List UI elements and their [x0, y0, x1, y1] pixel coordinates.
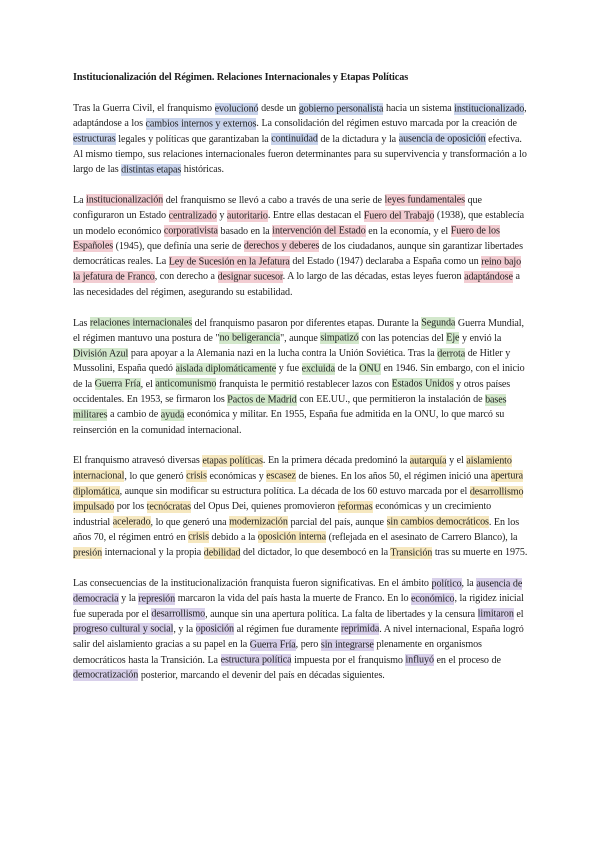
text-run: Tras la Guerra Civil, el franquismo [73, 103, 215, 114]
highlighted-term: ausencia de democracia [73, 578, 523, 605]
text-run: de Hitler y Mussolini, España quedó [73, 348, 511, 375]
highlighted-term: sin cambios democráticos [386, 516, 489, 528]
highlighted-term: aislamiento internacional [73, 455, 512, 482]
text-run: . En los años 70, el régimen entró en [73, 516, 520, 543]
text-run: basado en la [217, 225, 273, 237]
highlighted-term: continuidad [271, 133, 318, 145]
text-run: que configuraron un Estado [73, 194, 482, 222]
highlighted-term: centralizado [168, 210, 217, 222]
highlighted-term: oposición [195, 623, 234, 635]
paragraph-consequences [73, 576, 528, 683]
text-run: (reflejada en el asesinato de Carrero Blanco), la [326, 531, 518, 543]
highlighted-term: apertura diplomática [73, 470, 523, 498]
highlighted-term: no beligerancia [219, 332, 281, 344]
highlighted-term: Ley de Sucesión en la Jefatura [168, 256, 290, 268]
highlighted-term: Guerra Fría [94, 378, 141, 390]
text-run: tras su muerte en 1975. [432, 547, 528, 559]
highlighted-term: anticomunismo [155, 378, 217, 390]
text-run: legales y políticas que garantizaban la [115, 133, 272, 145]
highlighted-term: autarquía [409, 455, 447, 467]
text-run: . Entre ellas destacan el [267, 210, 364, 222]
highlighted-term: Pactos de Madrid [227, 394, 297, 406]
text-run: a las necesidades del régimen, asegurando su estabilidad. [73, 271, 520, 298]
text-run: , el [140, 378, 156, 390]
text-run: y fue [276, 363, 302, 375]
highlighted-term: Estados Unidos [391, 378, 454, 390]
highlighted-term: escasez [266, 470, 296, 482]
text-run: , lo que generó [124, 470, 187, 482]
text-run: debido a la [208, 531, 258, 543]
text-run: (1945), que definía una serie de [113, 240, 244, 252]
text-run: , la rigidez inicial fue superada por el [73, 593, 524, 620]
text-run: económica y militar. En 1955, España fue admitida en la ONU, lo que marcó su reinserción en la comunidad internacional. [73, 409, 505, 436]
highlighted-term: modernización [229, 516, 288, 528]
paragraph-introduction [73, 101, 528, 177]
text-run: en la economía, y el [365, 225, 451, 237]
highlighted-term: aislada diplomáticamente [175, 363, 277, 375]
text-run: posterior, marcando el devenir del país en décadas siguientes. [138, 669, 385, 681]
highlighted-term: derechos y deberes [243, 240, 320, 252]
highlighted-term: ONU [359, 363, 381, 375]
text-run: y [216, 210, 227, 222]
text-run: a cambio de [107, 409, 161, 421]
highlighted-term: desarrollismo impulsado [73, 486, 524, 513]
text-run: del franquismo se llevó a cabo a través de una serie de [163, 194, 385, 206]
text-run: , aunque sin modificar su estructura política. La década de los 60 estuvo marcada por el [119, 486, 470, 498]
text-run: del Estado (1947) declaraba a España como un [289, 256, 482, 268]
highlighted-term: Transición [390, 547, 433, 559]
text-run: en el proceso de [433, 654, 501, 666]
highlighted-term: democratización [73, 669, 139, 681]
highlighted-term: progreso cultural y social [73, 623, 174, 635]
highlighted-term: sin integrarse [320, 639, 374, 651]
text-run: Las [73, 317, 90, 329]
text-run: del Opus Dei, quienes promovieron [190, 501, 338, 513]
text-run: hacia un sistema [383, 103, 455, 114]
text-run: de los ciudadanos, aunque sin garantizar libertades democráticas reales. La [73, 240, 523, 268]
text-run: , lo que generó una [150, 516, 230, 528]
highlighted-term: represión [138, 593, 176, 605]
highlighted-term: bases militares [73, 394, 507, 421]
text-run: franquista le permitió restablecer lazos con [216, 378, 392, 390]
text-run: del dictador, lo que desembocó en la [240, 547, 391, 559]
highlighted-term: oposición interna [257, 531, 327, 543]
text-run: (1938), que establecía un modelo económico [73, 210, 524, 237]
paragraph-international-relations [73, 316, 528, 438]
highlighted-term: excluida [301, 363, 335, 375]
highlighted-term: cambios internos y externos [145, 118, 257, 130]
highlighted-term: distintas etapas [121, 164, 182, 176]
text-run: y otros países occidentales. En 1953, se firmaron los [73, 378, 511, 406]
highlighted-term: político [431, 578, 462, 590]
highlighted-term: corporativista [163, 225, 218, 237]
document-title: Institucionalización del Régimen. Relaciones Internacionales y Etapas Políticas [73, 72, 409, 83]
highlighted-term: gobierno personalista [298, 103, 384, 114]
highlighted-term: Eje [446, 332, 460, 344]
text-run: , adaptándose a los [73, 103, 527, 130]
highlighted-term: estructura política [220, 654, 292, 666]
text-run: por los [114, 501, 147, 513]
highlighted-term: leyes fundamentales [384, 194, 465, 206]
text-run: . La consolidación del régimen estuvo marcada por la creación de [256, 118, 517, 130]
highlighted-term: crisis [186, 470, 207, 482]
text-run: para apoyar a la Alemania nazi en la lucha contra la Unión Soviética. Tras la [128, 348, 438, 360]
highlighted-term: reprimida [340, 623, 380, 635]
text-run: al régimen fue duramente [234, 623, 341, 635]
highlighted-term: etapas políticas [202, 455, 263, 467]
highlighted-term: designar sucesor [217, 271, 283, 283]
highlighted-term: institucionalizado [454, 103, 525, 114]
text-run: , pero [295, 639, 321, 651]
highlighted-term: reino bajo la jefatura de Franco [73, 256, 522, 283]
highlighted-term: crisis [188, 531, 209, 543]
text-run: , con derecho a [154, 271, 218, 283]
highlighted-term: económico [411, 593, 455, 605]
text-run: económicas y [206, 470, 267, 482]
highlighted-term: Segunda [421, 317, 456, 329]
text-run: , y la [173, 623, 196, 635]
text-run: y envió la [459, 332, 502, 344]
text-run: parcial del país, aunque [287, 516, 387, 528]
text-run: el [513, 608, 524, 620]
text-run: plenamente en organismos democráticos hasta la Transición. La [73, 639, 482, 666]
highlighted-term: presión [73, 547, 103, 559]
highlighted-term: ayuda [160, 409, 185, 421]
highlighted-term: reformas [337, 501, 373, 513]
text-run: internacional y la propia [102, 547, 204, 559]
text-run: efectiva. Al mismo tiempo, sus relaciones internacionales fueron determinantes para su supervivencia y transformación a lo largo de las [73, 133, 527, 176]
highlighted-term: derrota [437, 348, 466, 360]
highlighted-term: tecnócratas [146, 501, 191, 513]
text-run: , la [461, 578, 477, 590]
text-run: en 1946. Sin embargo, con el inicio de la [73, 363, 525, 390]
text-run: desde un [258, 103, 299, 114]
text-run: con EE.UU., que permitieron la instalación de [296, 394, 486, 406]
text-run: impuesta por el franquismo [291, 654, 406, 666]
text-run: . A lo largo de las décadas, estas leyes fueron [282, 271, 465, 283]
highlighted-term: limitaron [477, 608, 514, 620]
text-run: , aunque sin una apertura política. La falta de libertades y la censura [205, 608, 478, 620]
text-run: . En la primera década predominó la [262, 455, 410, 467]
text-run: ", aunque [280, 332, 321, 344]
highlighted-term: acelerado [112, 516, 151, 528]
highlighted-term: relaciones internacionales [89, 317, 193, 329]
paragraph-political-stages [73, 453, 528, 560]
highlighted-term: Guerra Fría [249, 639, 296, 651]
highlighted-term: ausencia de oposición [398, 133, 486, 145]
text-run: Guerra Mundial, el régimen mantuvo una postura de " [73, 317, 524, 344]
highlighted-term: simpatizó [320, 332, 359, 344]
highlighted-term: debilidad [203, 547, 241, 559]
text-run: de la [334, 363, 360, 375]
text-run: económicas y un crecimiento industrial [73, 501, 492, 528]
text-run: de bienes. En los años 50, el régimen inició una [295, 470, 491, 482]
paragraph-institutionalization [73, 193, 528, 300]
text-run: . A nivel internacional, España logró salir del aislamiento gracias a su papel en la [73, 623, 524, 651]
text-run: con las potencias del [358, 332, 447, 344]
text-run: del franquismo pasaron por diferentes etapas. Durante la [192, 317, 422, 329]
text-run: marcaron la vida del país hasta la muerte de Franco. En lo [175, 593, 412, 605]
highlighted-term: adaptándose [464, 271, 513, 283]
highlighted-term: evolucionó [214, 103, 259, 114]
text-run: Las consecuencias de la institucionalización franquista fueron significativas. En el ámbito [73, 578, 432, 590]
highlighted-term: estructuras [73, 133, 116, 145]
text-run: y la [118, 593, 139, 605]
highlighted-term: Fuero del Trabajo [363, 210, 435, 222]
text-run: El franquismo atravesó diversas [73, 455, 203, 467]
highlighted-term: División Azul [73, 348, 129, 360]
highlighted-term: influyó [405, 654, 434, 666]
highlighted-term: desarrollismo [151, 608, 206, 620]
text-run: La [73, 194, 87, 206]
text-run: de la dictadura y la [317, 133, 399, 145]
highlighted-term: intervención del Estado [272, 225, 366, 237]
highlighted-term: Fuero de los Españoles [73, 225, 500, 252]
highlighted-term: autoritario [226, 210, 268, 222]
text-run: históricas. [181, 164, 224, 176]
highlighted-term: institucionalización [86, 194, 164, 206]
text-run: y el [446, 455, 467, 467]
